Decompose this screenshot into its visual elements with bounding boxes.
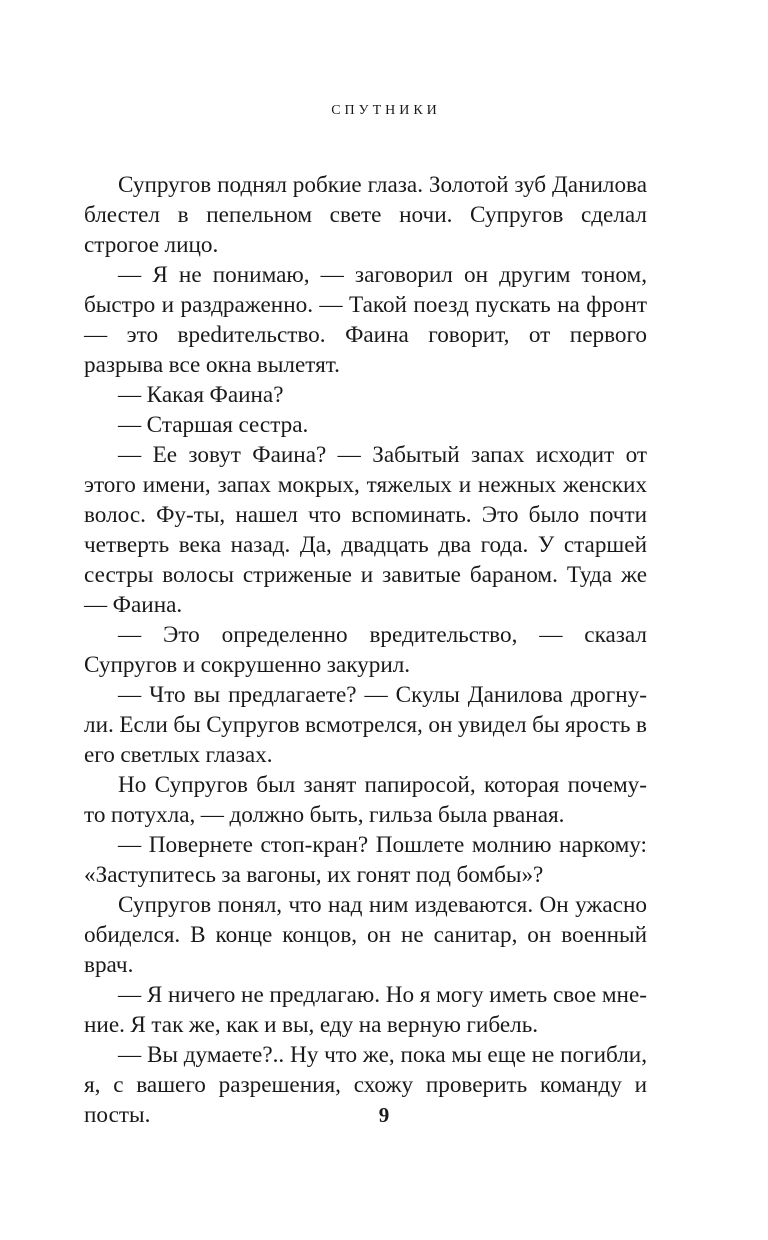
paragraph: — Вы думаете?.. Ну что же, пока мы еще не погибли, я, с вашего разрешения, схожу проверить команду и посты.: [84, 1042, 647, 1128]
paragraph: — Что вы предлагаете? — Скулы Данилова дрогнули. Если бы Супругов всмотрелся, он увидел бы ярость в его светлых глазах.: [84, 682, 647, 768]
running-head: СПУТНИКИ: [331, 103, 441, 118]
paragraph: — Какая Фаина?: [118, 382, 284, 408]
paragraph: — Это определенно вредительство, — сказал Супругов и сокрушенно закурил.: [84, 622, 647, 678]
page-number: 9: [378, 1103, 390, 1127]
paragraph: — Я не понимаю, — заговорил он другим тоном, быстро и раздраженно. — Такой поезд пускать на фронт — это вреdительство. Фаина говорит, от первого разрыва все окна вылетят.: [84, 262, 647, 378]
body-text: [84, 170, 647, 1130]
paragraph: Супругов понял, что над ним издеваются. Он ужасно обиделся. В конце концов, он не санитар, он военный врач.: [84, 892, 647, 978]
paragraph: Супругов поднял робкие глаза. Золотой зуб Данилова блестел в пепельном свете ночи. Супругов сделал строгое лицо.: [84, 172, 647, 258]
paragraph: — Повернете стоп-кран? Пошлете молнию наркому: «Заступитесь за вагоны, их гонят под бомбы»?: [84, 832, 647, 888]
paragraph: — Ее зовут Фаина? — Забытый запах исходит от этого имени, запах мокрых, тяжелых и нежных женских волос. Фу-ты, нашел что вспоминать. Это было почти четверть века назад. Да, двадцать два года. У старшей сестры волосы стриженые и завитые бараном. Туда же — Фаина.: [84, 442, 647, 618]
paragraph: — Старшая сестра.: [118, 412, 309, 438]
paragraph: Но Супругов был занят папиросой, которая почему-то потухла, — должно быть, гильза была рваная.: [84, 772, 647, 828]
paragraph: — Я ничего не предлагаю. Но я могу иметь свое мнение. Я так же, как и вы, еду на верную гибель.: [84, 982, 647, 1038]
